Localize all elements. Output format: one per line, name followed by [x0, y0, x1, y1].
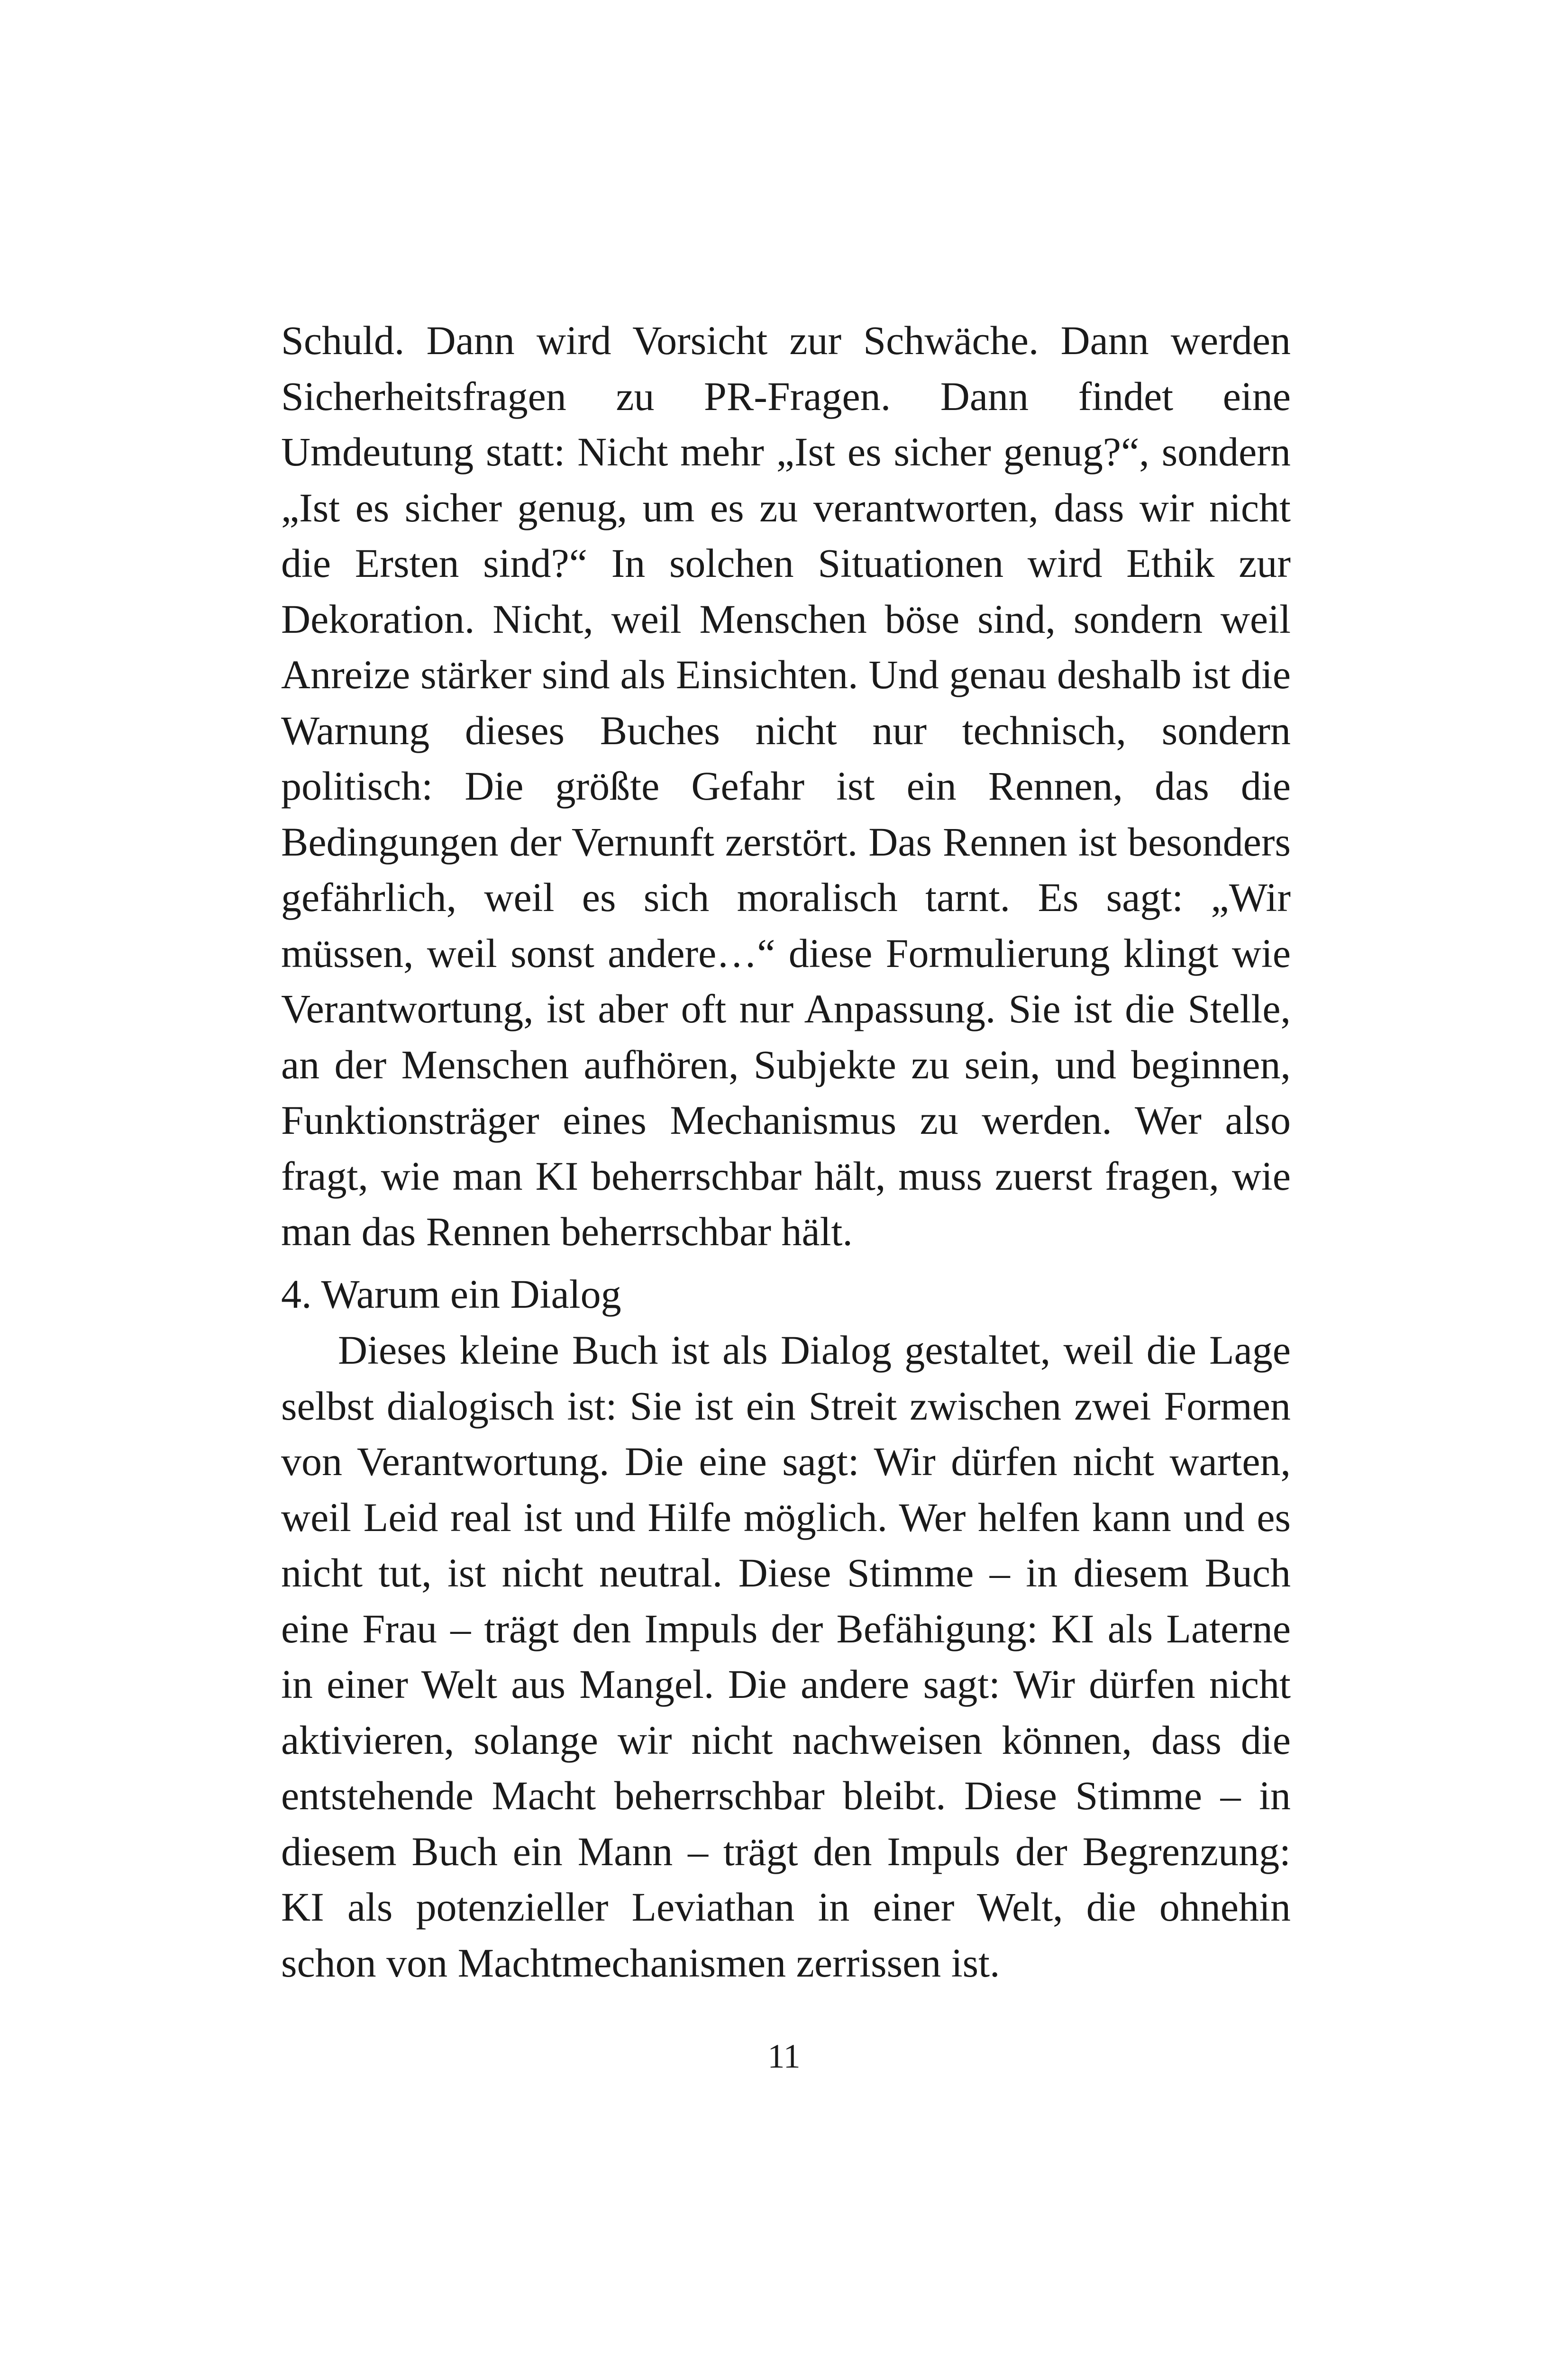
body-text-continued [281, 313, 1291, 1260]
paragraph-continued: Schuld. Dann wird Vorsicht zur Schwäche. Dann werden Sicherheitsfragen zu PR-Fragen. Dann findet eine Umdeutung statt: Nicht mehr „Ist es sicher genug?“, sondern „Ist es sicher genug, um es zu verantworten, dass wir nicht die Ersten sind?“ In solchen Situationen wird Ethik zur Dekoration. Nicht, weil Menschen böse sind, sondern weil Anreize stärker sind als Einsichten. Und genau deshalb ist die Warnung dieses Buches nicht nur technisch, sondern politisch: Die größte Gefahr ist ein Rennen, das die Bedingungen der Vernunft zerstört. Das Rennen ist besonders gefährlich, weil es sich moralisch tarnt. Es sagt: „Wir müssen, weil sonst andere…“ diese Formulierung klingt wie Verantwortung, ist aber oft nur Anpassung. Sie ist die Stelle, an der Menschen aufhören, Subjekte zu sein, und beginnen, Funktionsträger eines Mechanismus zu werden. Wer also fragt, wie man KI beherrschbar hält, muss zuerst fragen, wie man das Rennen beherrschbar hält. [281, 318, 1291, 1254]
section-paragraph: Dieses kleine Buch ist als Dialog gestaltet, weil die Lage selbst dialogisch ist: Sie ist ein Streit zwischen zwei Formen von Verantwortung. Die eine sagt: Wir dürfen nicht warten, weil Leid real ist und Hilfe möglich. Wer helfen kann und es nicht tut, ist nicht neutral. Diese Stimme – in diesem Buch eine Frau – trägt den Impuls der Befähigung: KI als Laterne in einer Welt aus Mangel. Die andere sagt: Wir dürfen nicht aktivieren, solange wir nicht nachweisen können, dass die entstehende Macht beherrschbar bleibt. Diese Stimme – in diesem Buch ein Mann – trägt den Impuls der Begrenzung: KI als potenzieller Leviathan in einer Welt, die ohnehin schon von Machtmechanismen zerrissen ist. [281, 1327, 1291, 1986]
section-heading: 4. Warum ein Dialog [281, 1271, 621, 1317]
page-number: 11 [767, 2037, 801, 2075]
body-text-section-4 [281, 1322, 1291, 1991]
